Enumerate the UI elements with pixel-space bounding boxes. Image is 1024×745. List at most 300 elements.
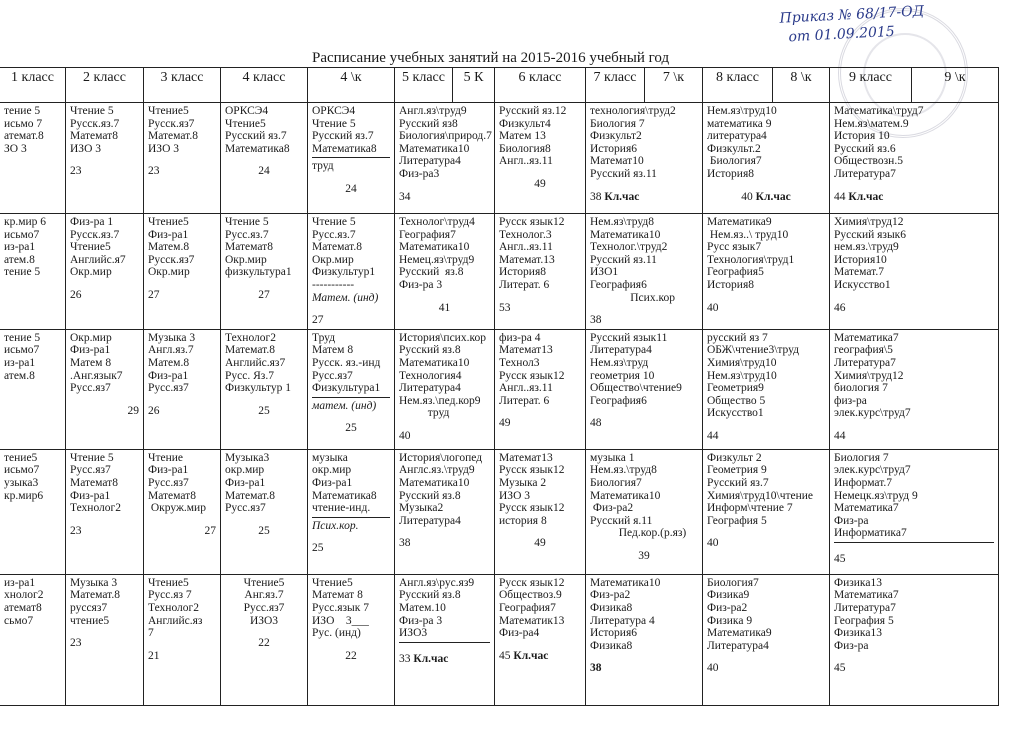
schedule-cell: [703, 574, 830, 705]
lesson-line: Русск язык12: [499, 216, 565, 228]
schedule-row: [0, 449, 999, 574]
lesson-line: Матем.8: [148, 356, 190, 369]
lesson-line: Матем 8: [70, 356, 112, 369]
column-header: 8 класс: [703, 68, 773, 103]
schedule-cell: [586, 103, 703, 214]
lesson-line: Русск язык12: [499, 369, 565, 382]
schedule-cell: [66, 329, 144, 449]
lesson-line: Биология 7: [834, 451, 889, 464]
lesson-line: Русс. Яз.7: [225, 369, 274, 382]
weekly-hours-total: [148, 289, 216, 302]
lesson-line: Математика7: [834, 589, 899, 602]
lesson-line: атем.8: [4, 253, 35, 266]
weekly-hours-total: [70, 405, 139, 418]
handwritten-order-note: [779, 2, 925, 48]
weekly-hours-total: [590, 550, 698, 563]
lesson-line: из-ра1: [4, 576, 36, 589]
separator-line: [399, 642, 490, 643]
hours-count: 45: [834, 662, 846, 675]
lesson-line: музыка: [312, 451, 348, 464]
lesson-line: тение 5: [4, 331, 41, 344]
lesson-line: Русс.яз7: [70, 382, 111, 395]
lesson-line: Математика10: [399, 241, 470, 254]
lesson-line: исьмо7: [4, 344, 40, 357]
lesson-line: кр.мир6: [4, 489, 44, 502]
weekly-hours-total: [312, 183, 390, 196]
lesson-line: Математика8: [312, 142, 377, 155]
hours-count: 44: [834, 190, 846, 203]
lesson-line: Русс.яз.7: [312, 228, 356, 241]
hours-count: 25: [258, 404, 270, 417]
lesson-line: Математика7: [834, 502, 899, 515]
lesson-line: Физ-ра1: [148, 228, 189, 241]
hours-count: 49: [534, 537, 546, 550]
lesson-line: Физ-ра1: [70, 489, 111, 502]
lesson-line: История8: [707, 167, 754, 180]
lesson-line: Русс.язык 7: [312, 601, 370, 614]
lesson-line: География6: [590, 394, 647, 407]
lesson-line: Матем.10: [399, 601, 446, 614]
lesson-line: Геометрия9: [707, 382, 764, 395]
page-title: Расписание учебных занятий на 2015-2016 учебный год: [312, 50, 670, 66]
weekly-hours-total: [590, 191, 698, 204]
weekly-hours-total: [590, 314, 698, 327]
schedule-cell: [308, 449, 395, 574]
lesson-line: Русск.яз.7: [70, 228, 120, 241]
lesson-line: Химия\труд12: [834, 216, 904, 228]
lesson-line: ЗО 3: [4, 142, 27, 155]
lesson-line: ИЗО1: [590, 266, 619, 279]
lesson-line: элек.курс\труд7: [834, 464, 911, 477]
weekly-hours-total: [399, 653, 490, 666]
lesson-line: Физ-ра1: [312, 476, 353, 489]
lesson-line: История\логопед: [399, 451, 483, 464]
schedule-cell: [0, 574, 66, 705]
lesson-line: тение 5: [4, 105, 41, 117]
lesson-line: Литература7: [834, 167, 896, 180]
column-header: 5 К: [453, 68, 495, 103]
lesson-line: Химия\труд12: [834, 369, 904, 382]
lesson-line: атемат8: [4, 601, 42, 614]
schedule-row: [0, 574, 999, 705]
lesson-line: Математ13: [499, 451, 553, 464]
lesson-line: Русск.яз.7: [70, 117, 120, 130]
schedule-cell: [495, 329, 586, 449]
weekly-hours-total: [499, 178, 581, 191]
lesson-line: литература4: [707, 130, 767, 143]
lesson-line: Математика\труд7: [834, 105, 924, 117]
lesson-line: математика 9: [707, 117, 772, 130]
lesson-line: Окр.мир: [225, 253, 267, 266]
lesson-line: Матем 8: [312, 344, 354, 357]
lesson-line: Нем.яз.\пед.кор9: [399, 394, 481, 407]
separator-line: [312, 517, 390, 518]
lesson-line: Русский яз.7: [225, 130, 287, 143]
lesson-line: История6: [590, 142, 637, 155]
hours-count: 40: [707, 537, 719, 550]
schedule-cell: [703, 449, 830, 574]
weekly-hours-total: [225, 405, 303, 418]
lesson-line: чтение-инд.: [312, 502, 371, 515]
hours-count: 26: [70, 288, 82, 301]
lesson-line: Математ8: [70, 476, 118, 489]
schedule-cell: [221, 103, 308, 214]
lesson-line: Нем.яз\труд10: [707, 369, 777, 382]
weekly-hours-total: [834, 662, 994, 675]
lesson-line: Чтение 5: [70, 105, 114, 117]
schedule-cell: [395, 329, 495, 449]
weekly-hours-total: [70, 637, 139, 650]
hours-count: 29: [127, 404, 139, 417]
lesson-line: Математика8: [312, 489, 377, 502]
schedule-cell: [586, 449, 703, 574]
lesson-line: Математика10: [590, 228, 661, 241]
schedule-cell: [0, 449, 66, 574]
lesson-line: Литература4: [399, 155, 461, 168]
lesson-line: Немецк.яз\труд 9: [834, 489, 918, 502]
lesson-line: Окр.мир: [70, 266, 112, 279]
lesson-line: Пед.кор.(р.яз): [590, 527, 687, 540]
lesson-line: технология\труд2: [590, 105, 676, 117]
weekly-hours-total: [707, 191, 825, 204]
weekly-hours-total: [707, 662, 825, 675]
schedule-table: [0, 67, 999, 706]
schedule-cell: [221, 449, 308, 574]
hours-count: 24: [345, 182, 357, 195]
hours-count: 45: [499, 649, 511, 662]
lesson-line: Русский яз.12: [499, 105, 567, 117]
schedule-cell: [395, 214, 495, 330]
lesson-line: Англ..яз.11: [499, 155, 553, 168]
lesson-line: Матем 13: [499, 130, 546, 143]
lesson-line: Русс.яз7: [225, 502, 266, 515]
lesson-line: биология 7: [834, 382, 888, 395]
hours-count: 49: [534, 177, 546, 190]
hours-count: 45: [834, 552, 846, 565]
schedule-cell: [395, 449, 495, 574]
lesson-line: руссяз7: [70, 601, 108, 614]
weekly-hours-total: [707, 302, 825, 315]
hours-count: 48: [590, 417, 602, 430]
lesson-line: Технолог\труд4: [399, 216, 475, 228]
lesson-line: Русс.яз7: [243, 601, 285, 614]
lesson-line: Музыка 3: [148, 331, 196, 344]
lesson-line: Рус. (инд): [312, 627, 361, 640]
lesson-line: Чтение: [148, 451, 184, 464]
lesson-line: Физкультура1: [312, 382, 381, 395]
lesson-line: Физкульт2: [590, 130, 642, 143]
lesson-line: Чтение5: [148, 576, 189, 589]
lesson-line: Математ8: [148, 489, 196, 502]
weekly-hours-total: [834, 553, 994, 566]
lesson-line: Физ-ра3: [399, 167, 440, 180]
lesson-line: Математика9: [707, 627, 772, 640]
hours-count: 23: [70, 524, 82, 537]
lesson-line: Английс.яз7: [225, 356, 286, 369]
lesson-line: Физика8: [590, 601, 633, 614]
lesson-line: Русск.яз7: [148, 117, 195, 130]
column-header: 4 \к: [308, 68, 395, 103]
weekly-hours-total: [225, 165, 303, 178]
lesson-line: История 10: [834, 130, 890, 143]
lesson-line: Русский яз.7: [312, 130, 374, 143]
lesson-line: Физ-ра2: [590, 502, 634, 515]
lesson-line: Химия\труд10\чтение: [707, 489, 814, 502]
lesson-line: Физика13: [834, 576, 882, 589]
lesson-line: Окр.мир: [312, 253, 354, 266]
lesson-line: узыка3: [4, 476, 39, 489]
lesson-line: Русс язык7: [707, 241, 762, 254]
lesson-line: Псих.кор: [590, 291, 675, 304]
lesson-line: Нем.яз\труд: [590, 356, 649, 369]
lesson-line: из-ра1: [4, 241, 36, 254]
lesson-line: Русск язык12: [499, 502, 565, 515]
lesson-line: исьмо 7: [4, 117, 43, 130]
schedule-cell: [830, 214, 999, 330]
lesson-line: -----------: [312, 278, 355, 291]
lesson-line: Русс.яз.7: [225, 228, 269, 241]
lesson-line: Нем.яз\труд8: [590, 216, 654, 228]
hours-count: 49: [499, 417, 511, 430]
schedule-cell: [221, 574, 308, 705]
lesson-line: История6: [590, 627, 637, 640]
lesson-line: Физ-ра: [834, 639, 869, 652]
lesson-line: ИЗО 3___: [312, 614, 369, 627]
lesson-line: Биология7: [707, 155, 762, 168]
weekly-hours-total: [499, 302, 581, 315]
weekly-hours-total: [148, 405, 216, 418]
lesson-line: Физика13: [834, 627, 882, 640]
column-header: 9 \к: [912, 68, 999, 103]
lesson-line: Русс.яз7: [148, 382, 189, 395]
lesson-line: Русск. яз.-инд: [312, 356, 381, 369]
weekly-hours-total: [148, 165, 216, 178]
lesson-line: Литература4: [399, 514, 461, 527]
lesson-line: Чтение 5: [70, 451, 114, 464]
lesson-line: Математика10: [590, 576, 661, 589]
schedule-cell: [495, 449, 586, 574]
lesson-line: Математ.8: [148, 130, 198, 143]
lesson-line: Литерат. 6: [499, 394, 550, 407]
lesson-line: элек.курс\труд7: [834, 407, 911, 420]
lesson-line: окр.мир: [312, 464, 352, 477]
schedule-row: [0, 329, 999, 449]
lesson-line: Чтение5: [312, 576, 353, 589]
schedule-cell: [395, 103, 495, 214]
schedule-cell: [703, 329, 830, 449]
lesson-line: Математ8: [225, 241, 273, 254]
lesson-line: Русск.яз7: [148, 253, 195, 266]
lesson-line: Математика10: [399, 356, 470, 369]
hours-count: 38: [590, 314, 602, 327]
lesson-line: Физкультур1: [312, 266, 376, 279]
weekly-hours-total: [399, 302, 490, 315]
weekly-hours-total: [148, 525, 216, 538]
lesson-line: исьмо7: [4, 228, 40, 241]
lesson-line: Окр.мир: [70, 331, 112, 344]
schedule-cell: [0, 214, 66, 330]
order-number: Приказ № 68/17-ОД: [779, 3, 925, 27]
lesson-line: История8: [499, 266, 546, 279]
lesson-line: Физ-ра 3: [399, 614, 443, 627]
lesson-line: Литература7: [834, 356, 896, 369]
lesson-line: Обществоз.9: [499, 589, 562, 602]
schedule-cell: [144, 329, 221, 449]
lesson-line: чтение5: [70, 614, 110, 627]
schedule-cell: [66, 574, 144, 705]
lesson-line: Физкульт.2: [707, 142, 761, 155]
lesson-line: Биология7: [707, 576, 759, 589]
lesson-line: сьмо7: [4, 614, 34, 627]
weekly-hours-total: [225, 289, 303, 302]
weekly-hours-total: [499, 650, 581, 663]
lesson-line: Русский яз.11: [590, 167, 657, 180]
lesson-line: Математика9: [707, 216, 772, 228]
lesson-line: тение5: [4, 451, 38, 464]
lesson-line: Технология4: [399, 369, 462, 382]
lesson-line: Англ.яз\рус.яз9: [399, 576, 475, 589]
order-date: от 01.09.2015: [788, 23, 896, 46]
lesson-line: Литература4: [707, 639, 769, 652]
schedule-cell: [221, 214, 308, 330]
weekly-hours-total: [70, 525, 139, 538]
lesson-line: Физ-ра 1: [70, 216, 114, 228]
hours-count: 27: [312, 314, 324, 327]
weekly-hours-total: [399, 537, 490, 550]
hours-count: 44: [834, 429, 846, 442]
lesson-line: нем.яз.\труд9: [834, 241, 899, 254]
weekly-hours-total: [225, 525, 303, 538]
lesson-line: Искусство1: [707, 407, 764, 420]
lesson-line: исьмо7: [4, 464, 40, 477]
weekly-hours-total: [312, 650, 390, 663]
lesson-line: Физ-ра: [834, 514, 869, 527]
weekly-hours-total: [225, 637, 303, 650]
column-header: 8 \к: [773, 68, 830, 103]
schedule-cell: [144, 574, 221, 705]
lesson-line: Чтение 5: [312, 216, 356, 228]
lesson-line: Литература 4: [590, 614, 655, 627]
schedule-cell: [221, 329, 308, 449]
hours-count: 24: [258, 165, 270, 178]
lesson-line: Англ..яз.11: [499, 382, 553, 395]
weekly-hours-total: [707, 430, 825, 443]
lesson-line: Физика9: [707, 589, 750, 602]
lesson-line: Музыка3: [225, 451, 270, 464]
separator-line: [312, 397, 390, 398]
schedule-cell: [830, 103, 999, 214]
lesson-line: атемат.8: [4, 130, 44, 143]
column-header: 7 \к: [645, 68, 703, 103]
lesson-line: Математ13: [499, 344, 553, 357]
lesson-line: История\псих.кор: [399, 331, 486, 344]
weekly-hours-total: [499, 537, 581, 550]
lesson-line: ИЗО 3: [70, 142, 101, 155]
separator-line: [834, 542, 994, 543]
individual-lesson-note: матем. (инд): [312, 399, 377, 412]
lesson-line: Биология7: [590, 476, 642, 489]
lesson-line: Русский яз.8: [399, 489, 461, 502]
lesson-line: Физ-ра1: [225, 476, 266, 489]
hours-count: 41: [438, 301, 451, 314]
lesson-line: Технология\труд1: [707, 253, 795, 266]
lesson-line: Информ\чтение 7: [707, 502, 793, 515]
hours-count: 23: [70, 637, 82, 650]
schedule-cell: [495, 103, 586, 214]
schedule-cell: [0, 329, 66, 449]
weekly-hours-total: [834, 191, 994, 204]
lesson-line: Математика10: [399, 142, 470, 155]
lesson-line: Геометрия 9: [707, 464, 767, 477]
schedule-cell: [703, 103, 830, 214]
lesson-line: Физ-ра2: [707, 601, 748, 614]
lesson-line: Русский яз.7: [707, 476, 769, 489]
lesson-line: Физика 9: [707, 614, 753, 627]
lesson-line: Русский яз.11: [590, 253, 657, 266]
schedule-cell: [144, 103, 221, 214]
lesson-line: Химия\труд10: [707, 356, 777, 369]
lesson-line: Чтение 5: [312, 117, 356, 130]
schedule-cell: [586, 214, 703, 330]
hours-count: 21: [148, 649, 160, 662]
hours-count: 27: [258, 288, 270, 301]
lesson-line: Искусство1: [834, 278, 891, 291]
schedule-cell: [830, 574, 999, 705]
lesson-line: География 5: [834, 614, 894, 627]
lesson-line: ИЗО3: [249, 614, 279, 627]
lesson-line: труд: [312, 160, 334, 173]
lesson-line: ОБЖ\чтение3\труд: [707, 344, 800, 357]
lesson-line: Чтение5: [225, 117, 266, 130]
lesson-line: физкультура1: [225, 266, 292, 279]
schedule-cell: [66, 103, 144, 214]
lesson-line: Технолог2: [148, 601, 199, 614]
weekly-hours-total: [590, 662, 698, 675]
lesson-line: физ-ра: [834, 394, 867, 407]
lesson-line: Английс.я7: [70, 253, 126, 266]
lesson-line: география\5: [834, 344, 893, 357]
schedule-cell: [395, 574, 495, 705]
lesson-line: Физ-ра1: [148, 464, 189, 477]
lesson-line: Музыка 3: [70, 576, 118, 589]
lesson-line: Физ-ра1: [70, 344, 111, 357]
lesson-line: Биология8: [499, 142, 551, 155]
lesson-line: Нем.яз..\ труд10: [707, 228, 789, 241]
lesson-line: Русс.яз7: [148, 476, 189, 489]
lesson-line: Англс.яз.\труд9: [399, 464, 475, 477]
weekly-hours-total: [70, 165, 139, 178]
lesson-line: Математика7: [834, 331, 899, 344]
lesson-line: Англ.яз\труд9: [399, 105, 467, 117]
column-header: 6 класс: [495, 68, 586, 103]
lesson-line: География6: [590, 278, 647, 291]
column-header: 7 класс: [586, 68, 645, 103]
lesson-line: Чтение 5: [225, 216, 269, 228]
schedule-cell: [144, 449, 221, 574]
lesson-line: Матем.8: [148, 241, 190, 254]
lesson-line: Английс.яз: [148, 614, 203, 627]
lesson-line: Математика8: [225, 142, 290, 155]
lesson-line: Русский яз8: [399, 117, 458, 130]
schedule-cell: [586, 574, 703, 705]
hours-count: 33: [399, 652, 411, 665]
lesson-line: ИЗО 3: [148, 142, 179, 155]
lesson-line: Англ.яз.7: [148, 344, 194, 357]
weekly-hours-total: [70, 289, 139, 302]
lesson-line: Нем.яз\матем.9: [834, 117, 909, 130]
weekly-hours-total: [834, 302, 994, 315]
individual-lesson-note: Матем. (инд): [312, 291, 379, 304]
